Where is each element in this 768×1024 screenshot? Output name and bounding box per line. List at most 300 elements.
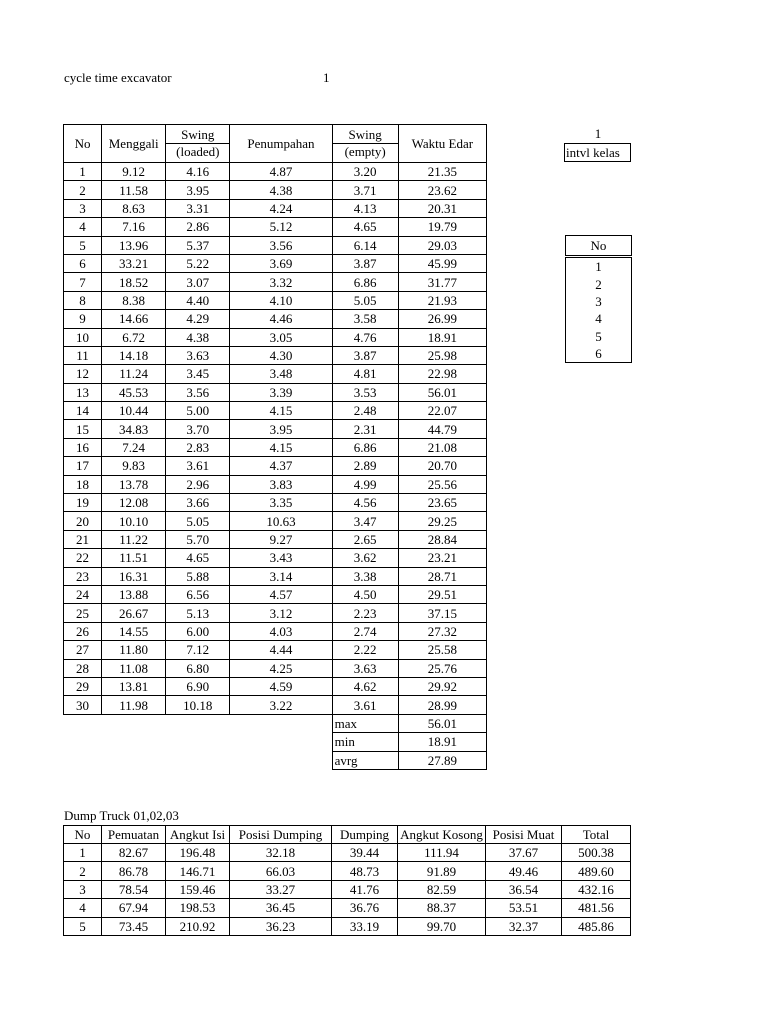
dump-col-header: Dumping <box>332 826 398 844</box>
table-row <box>64 181 487 199</box>
cell-waktu-edar: 28.84 <box>398 530 486 548</box>
table-row <box>64 163 487 181</box>
dump-cell: 210.92 <box>166 917 230 935</box>
cell-waktu-edar: 25.76 <box>398 659 486 677</box>
list-item <box>566 310 632 327</box>
dump-truck-header-row <box>64 826 631 844</box>
cell-swing-empty: 3.47 <box>332 512 398 530</box>
cell-waktu-edar: 27.32 <box>398 622 486 640</box>
stats-row <box>64 714 487 732</box>
cell-swing-loaded: 6.90 <box>166 677 230 695</box>
cell-no: 14 <box>64 402 102 420</box>
cell-swing-loaded: 3.70 <box>166 420 230 438</box>
cell-swing-loaded: 7.12 <box>166 641 230 659</box>
cell-swing-empty: 3.61 <box>332 696 398 714</box>
table-row <box>64 254 487 272</box>
cell-menggali: 14.18 <box>102 346 166 364</box>
cell-no: 17 <box>64 457 102 475</box>
no-list-item: 3 <box>566 293 632 310</box>
cell-swing-empty: 3.87 <box>332 346 398 364</box>
cell-penumpahan: 9.27 <box>230 530 332 548</box>
dump-truck-table <box>63 825 631 936</box>
cell-swing-empty: 2.31 <box>332 420 398 438</box>
blank-cell <box>64 733 333 751</box>
dump-col-header: Pemuatan <box>102 826 166 844</box>
list-item <box>566 345 632 363</box>
blank-cell <box>64 714 333 732</box>
cell-no: 23 <box>64 567 102 585</box>
cell-waktu-edar: 23.21 <box>398 549 486 567</box>
cell-waktu-edar: 29.51 <box>398 585 486 603</box>
cell-no: 25 <box>64 604 102 622</box>
title-number: 1 <box>323 70 330 85</box>
cell-swing-empty: 4.76 <box>332 328 398 346</box>
dump-cell: 485.86 <box>562 917 631 935</box>
stat-label: max <box>332 714 398 732</box>
cell-waktu-edar: 21.35 <box>398 163 486 181</box>
cell-swing-empty: 3.71 <box>332 181 398 199</box>
cell-swing-empty: 4.50 <box>332 585 398 603</box>
cell-swing-empty: 5.05 <box>332 291 398 309</box>
cell-waktu-edar: 44.79 <box>398 420 486 438</box>
dump-cell: 88.37 <box>398 899 486 917</box>
cell-penumpahan: 3.48 <box>230 365 332 383</box>
dump-cell: 53.51 <box>486 899 562 917</box>
table-row <box>64 641 487 659</box>
col-header-waktu-edar: Waktu Edar <box>398 125 486 163</box>
table-row <box>64 420 487 438</box>
cell-no: 1 <box>64 163 102 181</box>
cell-swing-empty: 3.53 <box>332 383 398 401</box>
table-row <box>64 199 487 217</box>
cell-no: 8 <box>64 291 102 309</box>
cell-no: 9 <box>64 310 102 328</box>
cell-swing-empty: 2.65 <box>332 530 398 548</box>
swing-loaded-line1: Swing <box>166 127 229 144</box>
cell-menggali: 11.58 <box>102 181 166 199</box>
cell-no: 21 <box>64 530 102 548</box>
cell-swing-empty: 4.65 <box>332 218 398 236</box>
stat-value: 56.01 <box>398 714 486 732</box>
page-title: cycle time excavator <box>64 70 172 85</box>
cell-no: 29 <box>64 677 102 695</box>
cell-no: 4 <box>64 218 102 236</box>
cell-menggali: 11.24 <box>102 365 166 383</box>
cell-waktu-edar: 31.77 <box>398 273 486 291</box>
cell-waktu-edar: 28.71 <box>398 567 486 585</box>
table-row <box>64 862 631 880</box>
table-row <box>64 236 487 254</box>
cell-no: 3 <box>64 199 102 217</box>
cell-menggali: 11.80 <box>102 641 166 659</box>
cell-penumpahan: 4.37 <box>230 457 332 475</box>
dump-cell: 196.48 <box>166 844 230 862</box>
cell-no: 16 <box>64 438 102 456</box>
col-header-no: No <box>64 125 102 163</box>
table-row <box>64 567 487 585</box>
table-row <box>64 218 487 236</box>
table-row <box>64 273 487 291</box>
cell-swing-loaded: 4.29 <box>166 310 230 328</box>
col-header-menggali: Menggali <box>102 125 166 163</box>
cell-penumpahan: 4.59 <box>230 677 332 695</box>
cell-swing-loaded: 5.05 <box>166 512 230 530</box>
dump-cell: 73.45 <box>102 917 166 935</box>
cell-no: 30 <box>64 696 102 714</box>
cell-swing-empty: 4.99 <box>332 475 398 493</box>
swing-empty-line1: Swing <box>333 127 398 144</box>
cell-swing-loaded: 3.61 <box>166 457 230 475</box>
cell-penumpahan: 3.39 <box>230 383 332 401</box>
cell-swing-empty: 2.74 <box>332 622 398 640</box>
cell-waktu-edar: 29.03 <box>398 236 486 254</box>
dump-cell: 33.19 <box>332 917 398 935</box>
dump-cell: 5 <box>64 917 102 935</box>
cell-swing-loaded: 3.63 <box>166 346 230 364</box>
cell-waktu-edar: 20.70 <box>398 457 486 475</box>
dump-cell: 500.38 <box>562 844 631 862</box>
cell-no: 26 <box>64 622 102 640</box>
cell-no: 28 <box>64 659 102 677</box>
dump-col-header: Angkut Kosong <box>398 826 486 844</box>
dump-cell: 36.76 <box>332 899 398 917</box>
dump-cell: 2 <box>64 862 102 880</box>
table-row <box>64 899 631 917</box>
dump-truck-title: Dump Truck 01,02,03 <box>64 808 179 823</box>
dump-cell: 198.53 <box>166 899 230 917</box>
dump-cell: 33.27 <box>230 880 332 898</box>
list-item <box>566 257 632 276</box>
cell-swing-empty: 3.87 <box>332 254 398 272</box>
cell-menggali: 16.31 <box>102 567 166 585</box>
cell-waktu-edar: 28.99 <box>398 696 486 714</box>
cell-menggali: 6.72 <box>102 328 166 346</box>
table-row <box>64 659 487 677</box>
dump-col-header: Angkut Isi <box>166 826 230 844</box>
cell-swing-loaded: 3.95 <box>166 181 230 199</box>
cell-swing-empty: 2.22 <box>332 641 398 659</box>
dump-cell: 78.54 <box>102 880 166 898</box>
table-row <box>64 880 631 898</box>
table-row <box>64 549 487 567</box>
cell-waktu-edar: 22.98 <box>398 365 486 383</box>
cell-penumpahan: 5.12 <box>230 218 332 236</box>
cell-waktu-edar: 19.79 <box>398 218 486 236</box>
table-row <box>64 917 631 935</box>
cell-penumpahan: 3.56 <box>230 236 332 254</box>
table-row <box>64 844 631 862</box>
table-row <box>64 438 487 456</box>
table-row <box>64 365 487 383</box>
table-row <box>64 402 487 420</box>
cell-waktu-edar: 25.98 <box>398 346 486 364</box>
no-list-item: 5 <box>566 328 632 345</box>
cell-swing-loaded: 3.45 <box>166 365 230 383</box>
cell-waktu-edar: 23.65 <box>398 494 486 512</box>
cell-menggali: 11.08 <box>102 659 166 677</box>
col-header-swing-loaded <box>166 125 230 163</box>
cell-menggali: 34.83 <box>102 420 166 438</box>
cell-penumpahan: 3.83 <box>230 475 332 493</box>
dump-cell: 481.56 <box>562 899 631 917</box>
cell-swing-empty: 2.48 <box>332 402 398 420</box>
cell-penumpahan: 4.38 <box>230 181 332 199</box>
cell-no: 20 <box>64 512 102 530</box>
cell-swing-loaded: 6.80 <box>166 659 230 677</box>
cell-no: 7 <box>64 273 102 291</box>
cell-swing-empty: 3.38 <box>332 567 398 585</box>
cell-menggali: 8.38 <box>102 291 166 309</box>
table-row <box>64 604 487 622</box>
cell-waktu-edar: 21.08 <box>398 438 486 456</box>
cell-swing-loaded: 2.96 <box>166 475 230 493</box>
cell-menggali: 7.16 <box>102 218 166 236</box>
cell-swing-loaded: 5.00 <box>166 402 230 420</box>
dump-cell: 48.73 <box>332 862 398 880</box>
table-row <box>64 622 487 640</box>
cell-menggali: 9.83 <box>102 457 166 475</box>
cell-no: 10 <box>64 328 102 346</box>
dump-cell: 32.18 <box>230 844 332 862</box>
cell-swing-loaded: 3.31 <box>166 199 230 217</box>
cell-penumpahan: 4.57 <box>230 585 332 603</box>
cell-menggali: 10.10 <box>102 512 166 530</box>
dump-cell: 4 <box>64 899 102 917</box>
dump-col-header: Posisi Muat <box>486 826 562 844</box>
table-row <box>64 291 487 309</box>
cell-waktu-edar: 23.62 <box>398 181 486 199</box>
dump-cell: 67.94 <box>102 899 166 917</box>
cell-penumpahan: 4.15 <box>230 438 332 456</box>
no-list-table <box>565 235 632 363</box>
dump-cell: 86.78 <box>102 862 166 880</box>
cell-swing-loaded: 4.65 <box>166 549 230 567</box>
cell-no: 6 <box>64 254 102 272</box>
col-header-penumpahan: Penumpahan <box>230 125 332 163</box>
dump-cell: 111.94 <box>398 844 486 862</box>
cell-menggali: 26.67 <box>102 604 166 622</box>
cell-menggali: 9.12 <box>102 163 166 181</box>
dump-cell: 41.76 <box>332 880 398 898</box>
intvl-label: intvl kelas <box>564 143 631 162</box>
dump-cell: 66.03 <box>230 862 332 880</box>
list-item <box>566 293 632 310</box>
cell-no: 19 <box>64 494 102 512</box>
cell-penumpahan: 4.15 <box>230 402 332 420</box>
cell-penumpahan: 10.63 <box>230 512 332 530</box>
cell-swing-loaded: 5.70 <box>166 530 230 548</box>
swing-loaded-line2: (loaded) <box>176 144 220 159</box>
cell-swing-loaded: 3.07 <box>166 273 230 291</box>
cell-menggali: 8.63 <box>102 199 166 217</box>
cell-penumpahan: 4.44 <box>230 641 332 659</box>
table-row <box>64 530 487 548</box>
dump-cell: 91.89 <box>398 862 486 880</box>
stat-label: avrg <box>332 751 398 769</box>
cell-waktu-edar: 29.92 <box>398 677 486 695</box>
cell-waktu-edar: 20.31 <box>398 199 486 217</box>
cell-swing-empty: 4.13 <box>332 199 398 217</box>
cell-swing-loaded: 2.83 <box>166 438 230 456</box>
cell-penumpahan: 3.12 <box>230 604 332 622</box>
list-item <box>566 275 632 292</box>
col-header-swing-empty <box>332 125 398 163</box>
cell-no: 18 <box>64 475 102 493</box>
table-row <box>64 346 487 364</box>
cell-swing-empty: 3.58 <box>332 310 398 328</box>
dump-col-header: Total <box>562 826 631 844</box>
dump-cell: 36.45 <box>230 899 332 917</box>
cell-penumpahan: 3.69 <box>230 254 332 272</box>
cell-no: 27 <box>64 641 102 659</box>
dump-cell: 432.16 <box>562 880 631 898</box>
cell-waktu-edar: 26.99 <box>398 310 486 328</box>
cell-penumpahan: 4.30 <box>230 346 332 364</box>
cell-penumpahan: 3.95 <box>230 420 332 438</box>
dump-cell: 99.70 <box>398 917 486 935</box>
cell-penumpahan: 4.46 <box>230 310 332 328</box>
cell-swing-loaded: 4.40 <box>166 291 230 309</box>
cell-menggali: 14.66 <box>102 310 166 328</box>
no-list-item: 6 <box>566 345 632 363</box>
table-row <box>64 585 487 603</box>
cell-penumpahan: 4.03 <box>230 622 332 640</box>
cell-penumpahan: 3.43 <box>230 549 332 567</box>
dump-cell: 146.71 <box>166 862 230 880</box>
cell-swing-loaded: 3.56 <box>166 383 230 401</box>
cell-waktu-edar: 37.15 <box>398 604 486 622</box>
cell-no: 5 <box>64 236 102 254</box>
cell-swing-empty: 6.86 <box>332 273 398 291</box>
table-row <box>64 383 487 401</box>
cell-waktu-edar: 45.99 <box>398 254 486 272</box>
cell-swing-empty: 4.62 <box>332 677 398 695</box>
cell-menggali: 11.98 <box>102 696 166 714</box>
cell-penumpahan: 3.14 <box>230 567 332 585</box>
cell-swing-loaded: 5.22 <box>166 254 230 272</box>
no-list-header: No <box>566 236 632 257</box>
table-row <box>64 512 487 530</box>
excavator-table <box>63 124 487 770</box>
dump-cell: 159.46 <box>166 880 230 898</box>
stats-row <box>64 733 487 751</box>
cell-menggali: 7.24 <box>102 438 166 456</box>
list-item <box>566 328 632 345</box>
cell-menggali: 13.96 <box>102 236 166 254</box>
cell-menggali: 13.81 <box>102 677 166 695</box>
no-list-item: 2 <box>566 275 632 292</box>
cell-menggali: 13.88 <box>102 585 166 603</box>
no-list-item: 4 <box>566 310 632 327</box>
cell-menggali: 10.44 <box>102 402 166 420</box>
table-row <box>64 310 487 328</box>
table-row <box>64 677 487 695</box>
cell-swing-empty: 3.20 <box>332 163 398 181</box>
cell-menggali: 13.78 <box>102 475 166 493</box>
cell-swing-loaded: 5.88 <box>166 567 230 585</box>
stat-label: min <box>332 733 398 751</box>
table-row <box>64 696 487 714</box>
cell-menggali: 11.22 <box>102 530 166 548</box>
cell-penumpahan: 4.25 <box>230 659 332 677</box>
cell-swing-loaded: 4.38 <box>166 328 230 346</box>
cell-swing-loaded: 6.56 <box>166 585 230 603</box>
cell-swing-empty: 4.81 <box>332 365 398 383</box>
cell-menggali: 12.08 <box>102 494 166 512</box>
dump-cell: 82.59 <box>398 880 486 898</box>
cell-menggali: 18.52 <box>102 273 166 291</box>
cell-no: 2 <box>64 181 102 199</box>
dump-cell: 36.54 <box>486 880 562 898</box>
no-list-item: 1 <box>566 257 632 276</box>
stat-value: 27.89 <box>398 751 486 769</box>
cell-swing-loaded: 6.00 <box>166 622 230 640</box>
table-row <box>64 457 487 475</box>
dump-col-header: Posisi Dumping <box>230 826 332 844</box>
cell-menggali: 45.53 <box>102 383 166 401</box>
cell-penumpahan: 4.10 <box>230 291 332 309</box>
stat-value: 18.91 <box>398 733 486 751</box>
table-row <box>64 328 487 346</box>
intvl-value: 1 <box>594 126 602 141</box>
cell-swing-loaded: 5.37 <box>166 236 230 254</box>
dump-cell: 82.67 <box>102 844 166 862</box>
cell-swing-loaded: 4.16 <box>166 163 230 181</box>
stats-row <box>64 751 487 769</box>
cell-swing-loaded: 2.86 <box>166 218 230 236</box>
cell-penumpahan: 3.32 <box>230 273 332 291</box>
dump-cell: 49.46 <box>486 862 562 880</box>
dump-cell: 489.60 <box>562 862 631 880</box>
dump-cell: 39.44 <box>332 844 398 862</box>
cell-swing-empty: 3.63 <box>332 659 398 677</box>
cell-no: 24 <box>64 585 102 603</box>
cell-no: 11 <box>64 346 102 364</box>
cell-waktu-edar: 25.58 <box>398 641 486 659</box>
dump-cell: 3 <box>64 880 102 898</box>
cell-menggali: 14.55 <box>102 622 166 640</box>
cell-waktu-edar: 29.25 <box>398 512 486 530</box>
cell-waktu-edar: 25.56 <box>398 475 486 493</box>
cell-waktu-edar: 22.07 <box>398 402 486 420</box>
cell-swing-empty: 4.56 <box>332 494 398 512</box>
dump-cell: 32.37 <box>486 917 562 935</box>
cell-penumpahan: 4.24 <box>230 199 332 217</box>
cell-swing-empty: 6.86 <box>332 438 398 456</box>
dump-cell: 1 <box>64 844 102 862</box>
cell-swing-empty: 2.23 <box>332 604 398 622</box>
dump-col-header: No <box>64 826 102 844</box>
cell-swing-loaded: 3.66 <box>166 494 230 512</box>
cell-swing-empty: 3.62 <box>332 549 398 567</box>
excavator-header-row <box>64 125 487 163</box>
cell-no: 15 <box>64 420 102 438</box>
cell-menggali: 11.51 <box>102 549 166 567</box>
cell-swing-loaded: 10.18 <box>166 696 230 714</box>
cell-no: 12 <box>64 365 102 383</box>
cell-penumpahan: 3.35 <box>230 494 332 512</box>
cell-swing-empty: 6.14 <box>332 236 398 254</box>
cell-penumpahan: 3.22 <box>230 696 332 714</box>
cell-penumpahan: 3.05 <box>230 328 332 346</box>
cell-swing-loaded: 5.13 <box>166 604 230 622</box>
cell-menggali: 33.21 <box>102 254 166 272</box>
swing-empty-line2: (empty) <box>344 144 386 159</box>
cell-waktu-edar: 21.93 <box>398 291 486 309</box>
cell-waktu-edar: 18.91 <box>398 328 486 346</box>
cell-swing-empty: 2.89 <box>332 457 398 475</box>
table-row <box>64 494 487 512</box>
